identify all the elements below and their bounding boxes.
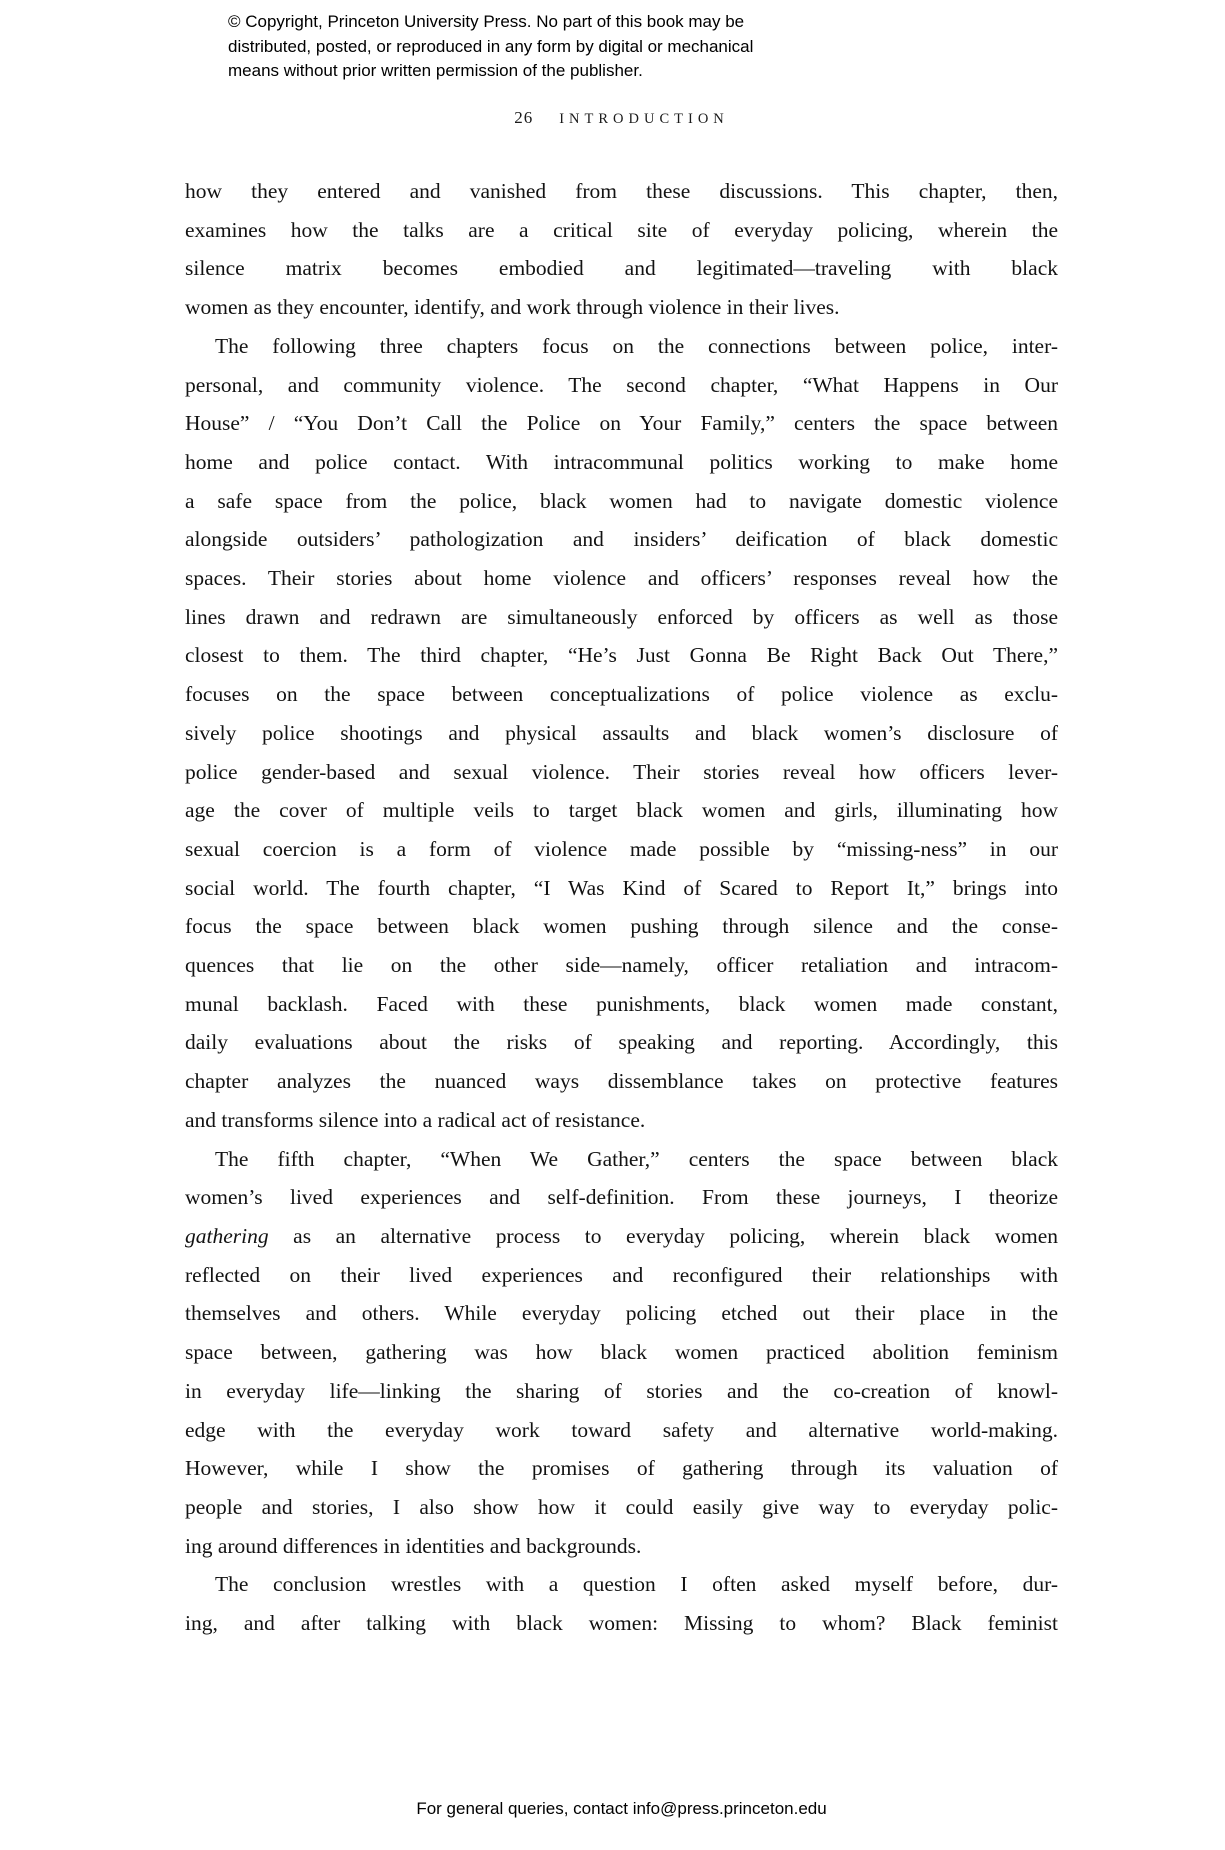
text-line: space between, gathering was how black women practiced abolition feminism: [185, 1340, 1058, 1365]
text-line: daily evaluations about the risks of speaking and reporting. Accordingly, this: [185, 1030, 1058, 1055]
text-line: themselves and others. While everyday policing etched out their place in the: [185, 1301, 1058, 1326]
text-line: sexual coercion is a form of violence made possible by “missing-ness” in our: [185, 836, 1058, 861]
text-line: home and police contact. With intracommunal politics working to make home: [185, 449, 1058, 474]
text-line: a safe space from the police, black women had to navigate domestic violence: [185, 488, 1058, 513]
copyright-line: © Copyright, Princeton University Press. No part of this book may be: [228, 12, 745, 31]
text-line: ing around differences in identities and backgrounds.: [185, 1533, 642, 1558]
text-line: focuses on the space between conceptualizations of police violence as exclu-: [185, 682, 1058, 707]
text-line: gathering as an alternative process to everyday policing, wherein black women: [185, 1223, 1058, 1248]
footer-contact: For general queries, contact info@press.princeton.edu: [416, 1799, 827, 1818]
text-line: women’s lived experiences and self-definition. From these journeys, I theorize: [185, 1185, 1058, 1210]
text-line: House” / “You Don’t Call the Police on Your Family,” centers the space between: [185, 411, 1058, 436]
text-line: closest to them. The third chapter, “He’s Just Gonna Be Right Back Out There,”: [185, 643, 1058, 668]
text-line: spaces. Their stories about home violence and officers’ responses reveal how the: [185, 566, 1058, 591]
text-line: munal backlash. Faced with these punishments, black women made constant,: [185, 991, 1058, 1016]
text-line: police gender-based and sexual violence. Their stories reveal how officers lever-: [185, 759, 1058, 784]
copyright-line: means without prior written permission of the publisher.: [228, 61, 643, 80]
text-line: reflected on their lived experiences and reconfigured their relationships with: [185, 1262, 1058, 1287]
text-line: and transforms silence into a radical act of resistance.: [185, 1107, 646, 1132]
text-line: people and stories, I also show how it could easily give way to everyday polic-: [185, 1494, 1058, 1519]
text-line: ing, and after talking with black women: Missing to whom? Black feminist: [185, 1611, 1058, 1636]
text-line: sively police shootings and physical assaults and black women’s disclosure of: [185, 720, 1058, 745]
text-line: social world. The fourth chapter, “I Was Kind of Scared to Report It,” brings into: [185, 875, 1058, 900]
copyright-notice: [228, 10, 753, 84]
text-line: in everyday life—linking the sharing of stories and the co-creation of knowl-: [185, 1378, 1058, 1403]
body-text: [185, 172, 1058, 1643]
text-line: women as they encounter, identify, and work through violence in their lives.: [185, 295, 840, 320]
text-line: chapter analyzes the nuanced ways dissemblance takes on protective features: [185, 1069, 1058, 1094]
copyright-line: distributed, posted, or reproduced in any form by digital or mechanical: [228, 36, 754, 56]
text-line: silence matrix becomes embodied and legitimated—traveling with black: [185, 256, 1058, 281]
text-line: quences that lie on the other side—namely, officer retaliation and intracom-: [185, 953, 1058, 978]
text-line: alongside outsiders’ pathologization and insiders’ deification of black domestic: [185, 527, 1058, 552]
running-header: [185, 108, 1058, 128]
text-line: lines drawn and redrawn are simultaneously enforced by officers as well as those: [185, 604, 1058, 629]
text-line: The fifth chapter, “When We Gather,” centers the space between black: [215, 1146, 1058, 1171]
running-head-title: INTRODUCTION: [559, 111, 729, 127]
text-line: focus the space between black women pushing through silence and the conse-: [185, 914, 1058, 939]
text-line: However, while I show the promises of gathering through its valuation of: [185, 1456, 1058, 1481]
text-line: how they entered and vanished from these discussions. This chapter, then,: [185, 179, 1058, 203]
page-number: 26: [514, 108, 534, 127]
text-line: edge with the everyday work toward safety and alternative world-making.: [185, 1417, 1058, 1442]
text-line: examines how the talks are a critical site of everyday policing, wherein the: [185, 217, 1058, 242]
text-line: personal, and community violence. The second chapter, “What Happens in Our: [185, 372, 1058, 397]
text-line: The conclusion wrestles with a question I often asked myself before, dur-: [215, 1572, 1058, 1597]
text-line: The following three chapters focus on the connections between police, inter-: [215, 333, 1058, 358]
text-line: age the cover of multiple veils to target black women and girls, illuminating how: [185, 798, 1058, 823]
